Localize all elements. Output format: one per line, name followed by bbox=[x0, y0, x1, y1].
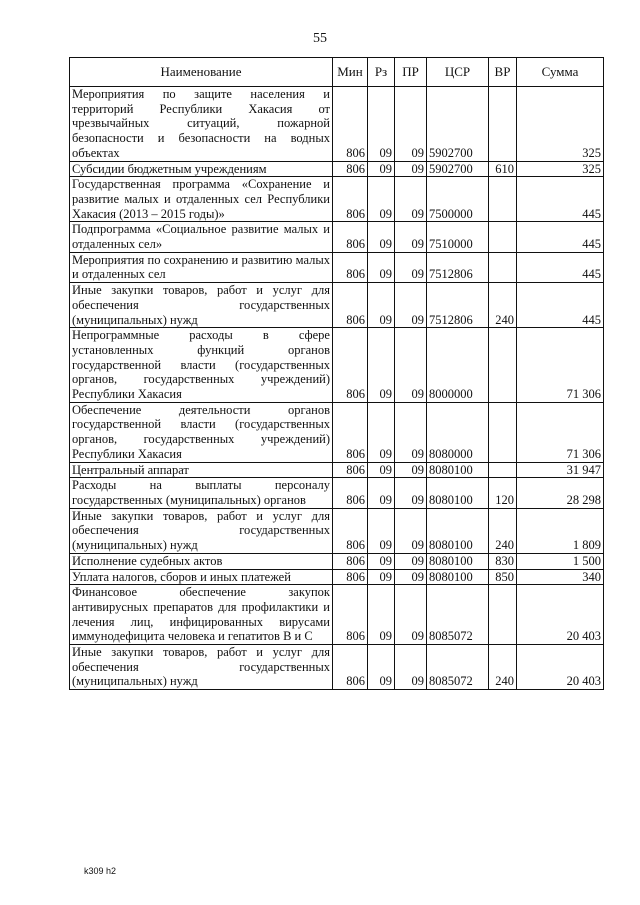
header-name: Наименование bbox=[70, 58, 333, 87]
row-rz: 09 bbox=[368, 87, 395, 162]
row-sum: 28 298 bbox=[517, 478, 604, 508]
row-sum: 31 947 bbox=[517, 462, 604, 478]
table-row bbox=[70, 645, 604, 690]
row-sum: 325 bbox=[517, 161, 604, 177]
header-min: Мин bbox=[333, 58, 368, 87]
row-pr: 09 bbox=[395, 87, 427, 162]
page-number: 55 bbox=[313, 31, 327, 46]
row-sum: 325 bbox=[517, 87, 604, 162]
table-row bbox=[70, 222, 604, 252]
table-row bbox=[70, 177, 604, 222]
table-row bbox=[70, 252, 604, 282]
row-csr: 8080100 bbox=[427, 462, 489, 478]
row-name: Непрограммные расходы в сфере установленных функций органов государственной власти (государственных органов, государственных учреждений) Республики Хакасия bbox=[70, 328, 333, 403]
row-sum: 1 809 bbox=[517, 508, 604, 553]
row-rz: 09 bbox=[368, 645, 395, 690]
row-vr bbox=[489, 177, 517, 222]
row-name: Финансовое обеспечение закупок антивирусных препаратов для профилактики и лечения лиц, инфицированных вирусами иммунодефицита человека и гепатитов В и С bbox=[70, 585, 333, 645]
row-vr bbox=[489, 328, 517, 403]
header-sum: Сумма bbox=[517, 58, 604, 87]
row-min: 806 bbox=[333, 585, 368, 645]
row-name: Иные закупки товаров, работ и услуг для обеспечения государственных (муниципальных) нужд bbox=[70, 645, 333, 690]
row-sum: 71 306 bbox=[517, 328, 604, 403]
row-csr: 8080100 bbox=[427, 569, 489, 585]
table-row bbox=[70, 402, 604, 462]
row-sum: 71 306 bbox=[517, 402, 604, 462]
row-csr: 7500000 bbox=[427, 177, 489, 222]
row-rz: 09 bbox=[368, 252, 395, 282]
row-min: 806 bbox=[333, 328, 368, 403]
row-vr: 850 bbox=[489, 569, 517, 585]
row-pr: 09 bbox=[395, 462, 427, 478]
row-csr: 7512806 bbox=[427, 252, 489, 282]
table-row bbox=[70, 478, 604, 508]
table-row bbox=[70, 161, 604, 177]
row-vr: 240 bbox=[489, 645, 517, 690]
row-vr bbox=[489, 87, 517, 162]
row-min: 806 bbox=[333, 402, 368, 462]
table-row bbox=[70, 569, 604, 585]
table-row bbox=[70, 553, 604, 569]
header-csr: ЦСР bbox=[427, 58, 489, 87]
header-rz: Рз bbox=[368, 58, 395, 87]
row-csr: 5902700 bbox=[427, 161, 489, 177]
header-vr: ВР bbox=[489, 58, 517, 87]
row-sum: 445 bbox=[517, 177, 604, 222]
row-vr: 240 bbox=[489, 283, 517, 328]
row-name: Центральный аппарат bbox=[70, 462, 333, 478]
row-rz: 09 bbox=[368, 569, 395, 585]
row-name: Субсидии бюджетным учреждениям bbox=[70, 161, 333, 177]
row-sum: 20 403 bbox=[517, 645, 604, 690]
row-csr: 7512806 bbox=[427, 283, 489, 328]
row-rz: 09 bbox=[368, 478, 395, 508]
row-rz: 09 bbox=[368, 585, 395, 645]
row-pr: 09 bbox=[395, 177, 427, 222]
row-rz: 09 bbox=[368, 161, 395, 177]
row-vr: 240 bbox=[489, 508, 517, 553]
table-row bbox=[70, 328, 604, 403]
row-rz: 09 bbox=[368, 402, 395, 462]
row-sum: 1 500 bbox=[517, 553, 604, 569]
row-csr: 8080000 bbox=[427, 402, 489, 462]
row-sum: 20 403 bbox=[517, 585, 604, 645]
row-pr: 09 bbox=[395, 478, 427, 508]
row-csr: 8085072 bbox=[427, 585, 489, 645]
table-row bbox=[70, 87, 604, 162]
row-vr bbox=[489, 252, 517, 282]
row-name: Исполнение судебных актов bbox=[70, 553, 333, 569]
row-rz: 09 bbox=[368, 222, 395, 252]
row-name: Государственная программа «Сохранение и развитие малых и отдаленных сел Республики Хакасия (2013 – 2015 годы)» bbox=[70, 177, 333, 222]
table-row bbox=[70, 585, 604, 645]
row-vr bbox=[489, 585, 517, 645]
row-min: 806 bbox=[333, 569, 368, 585]
row-rz: 09 bbox=[368, 462, 395, 478]
row-rz: 09 bbox=[368, 283, 395, 328]
row-name: Мероприятия по защите населения и территорий Республики Хакасия от чрезвычайных ситуаций, пожарной безопасности и безопасности на водных объектах bbox=[70, 87, 333, 162]
row-vr: 830 bbox=[489, 553, 517, 569]
table-row bbox=[70, 462, 604, 478]
table-row bbox=[70, 508, 604, 553]
row-sum: 445 bbox=[517, 252, 604, 282]
row-csr: 8080100 bbox=[427, 553, 489, 569]
budget-table bbox=[69, 57, 604, 690]
row-csr: 8085072 bbox=[427, 645, 489, 690]
row-pr: 09 bbox=[395, 222, 427, 252]
row-name: Подпрограмма «Социальное развитие малых и отдаленных сел» bbox=[70, 222, 333, 252]
row-min: 806 bbox=[333, 478, 368, 508]
row-name: Расходы на выплаты персоналу государственных (муниципальных) органов bbox=[70, 478, 333, 508]
row-pr: 09 bbox=[395, 569, 427, 585]
row-vr: 610 bbox=[489, 161, 517, 177]
row-csr: 8080100 bbox=[427, 508, 489, 553]
row-sum: 445 bbox=[517, 222, 604, 252]
row-sum: 445 bbox=[517, 283, 604, 328]
row-rz: 09 bbox=[368, 177, 395, 222]
row-pr: 09 bbox=[395, 508, 427, 553]
header-pr: ПР bbox=[395, 58, 427, 87]
row-min: 806 bbox=[333, 462, 368, 478]
row-pr: 09 bbox=[395, 161, 427, 177]
row-min: 806 bbox=[333, 222, 368, 252]
row-min: 806 bbox=[333, 508, 368, 553]
row-name: Обеспечение деятельности органов государственной власти (государственных органов, государственных учреждений) Республики Хакасия bbox=[70, 402, 333, 462]
row-rz: 09 bbox=[368, 328, 395, 403]
row-name: Иные закупки товаров, работ и услуг для обеспечения государственных (муниципальных) нужд bbox=[70, 283, 333, 328]
row-pr: 09 bbox=[395, 553, 427, 569]
row-pr: 09 bbox=[395, 585, 427, 645]
row-min: 806 bbox=[333, 161, 368, 177]
row-sum: 340 bbox=[517, 569, 604, 585]
row-pr: 09 bbox=[395, 283, 427, 328]
row-name: Мероприятия по сохранению и развитию малых и отдаленных сел bbox=[70, 252, 333, 282]
row-min: 806 bbox=[333, 645, 368, 690]
row-csr: 8080100 bbox=[427, 478, 489, 508]
row-min: 806 bbox=[333, 553, 368, 569]
row-min: 806 bbox=[333, 283, 368, 328]
row-vr bbox=[489, 462, 517, 478]
row-pr: 09 bbox=[395, 402, 427, 462]
header-row bbox=[70, 58, 604, 87]
row-rz: 09 bbox=[368, 508, 395, 553]
row-min: 806 bbox=[333, 252, 368, 282]
row-csr: 5902700 bbox=[427, 87, 489, 162]
row-pr: 09 bbox=[395, 645, 427, 690]
row-name: Иные закупки товаров, работ и услуг для обеспечения государственных (муниципальных) нужд bbox=[70, 508, 333, 553]
row-csr: 8000000 bbox=[427, 328, 489, 403]
row-csr: 7510000 bbox=[427, 222, 489, 252]
row-vr bbox=[489, 402, 517, 462]
row-pr: 09 bbox=[395, 328, 427, 403]
table-row bbox=[70, 283, 604, 328]
row-rz: 09 bbox=[368, 553, 395, 569]
footer-code: k309 h2 bbox=[84, 866, 117, 876]
row-vr: 120 bbox=[489, 478, 517, 508]
row-min: 806 bbox=[333, 87, 368, 162]
row-pr: 09 bbox=[395, 252, 427, 282]
row-min: 806 bbox=[333, 177, 368, 222]
row-name: Уплата налогов, сборов и иных платежей bbox=[70, 569, 333, 585]
row-vr bbox=[489, 222, 517, 252]
